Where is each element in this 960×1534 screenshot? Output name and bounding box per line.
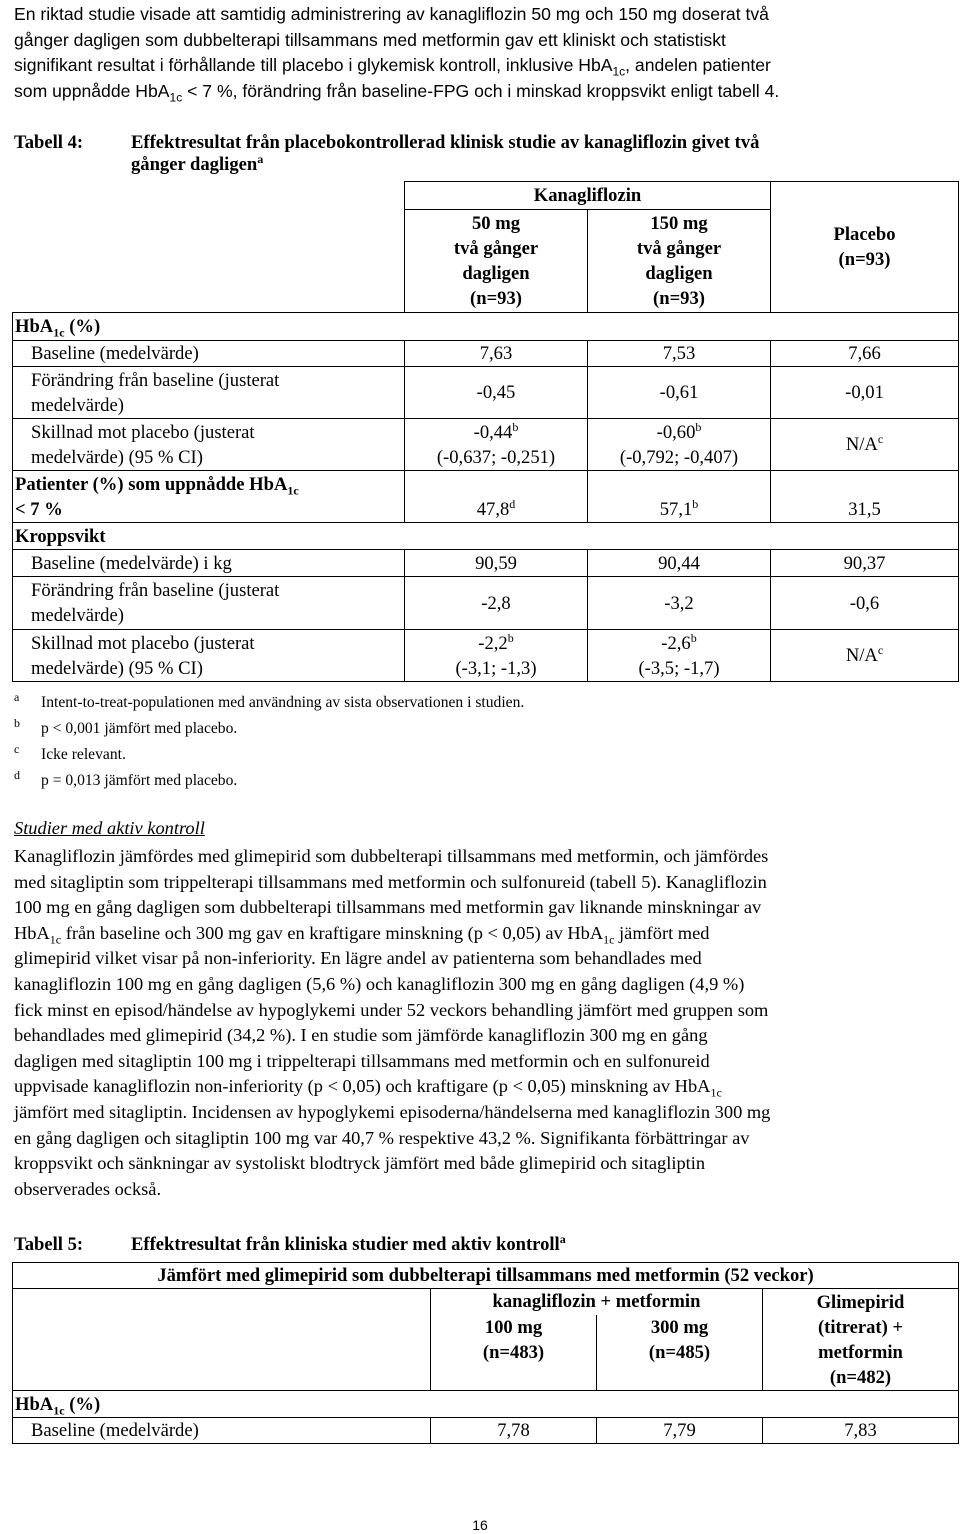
intro-line: som uppnådde HbA$_{1c}$ < 7 %, förändring från baseline-FPG och i minskad kroppsvikt enligt tabell 4. [14, 80, 780, 105]
document-page: En riktad studie visade att samtidig administrering av kanagliflozin 50 mg och 150 mg doserat två gånger dagligen som dubbelterapi tillsammans med metformin gav ett kliniskt och statistiskt signifikant resultat i förhållande till placebo i glykemisk kontroll, inklusive HbA$_{1c}$, andelen patienter som uppnådde HbA$_{1c}$ < 7 %, förändring från baseline-FPG och i minskad kroppsvikt enligt tabell 4. Tabell 4: Effektresultat från placebokontrollerad klinisk studie av kanagliflozin givet två gånger dagligen$^a$ Kanagliflozin Placebo (n=93) 50 mg två gånger dagligen (n=93) 150 mg två gånger dagligen (n=93) HbA$_{1c}$ (%) Baseline (medelvärde) 7,63 7,53 7,66 Förändring från baseline (justerat medelvärde) -0,45 -0,61 -0,01 Skillnad mot placebo (justerat medelvärde) (95 % CI) -0,44$^b$ (-0,637; -0,251) -0,60$^b$ (-0,792; -0,407) $N/A^c$ Patienter (%) som uppnådde HbA$_{1c}$ < 7 % 47,8$^d$ 57,1$^b$ 31,5 Kroppsvikt Baseline (medelvärde) i kg 90,59 90,44 90,37 Förändring från baseline (justerat medelvärde) -2,8 -3,2 -0,6 Skillnad mot placebo (justerat medelvärde) (95 % CI) -2,2$^b$ (-3,1; -1,3) -2,6$^b$ (-3,5; -1,7) $N/A^c$ a Intent-to-treat-populationen med användning av sista observationen i studien. b p < 0,001 jämfört med placebo. c Icke relevant. d p = 0,013 jämfört med placebo. Studier med aktiv kontroll Kanagliflozin jämfördes med glimepirid som dubbelterapi tillsammans med metformin, och jämfördes med sitagliptin som trippelterapi tillsammans med metformin och sulfonureid (tabell 5). Kanagliflozin 100 mg en gång dagligen som dubbelterapi tillsammans med metformin gav liknande minskningar av HbA$_{1c}$ från baseline och 300 mg gav en kraftigare minskning (p < 0,05) av HbA$_{1c}$ jämfört med glimepirid vilket visar på non-inferiority. En lägre andel av patienterna som behandlades med kanagliflozin 100 mg en gång dagligen (5,6 %) och kanagliflozin 300 mg en gång dagligen (4,9 %) fick minst en episod/händelse av hypoglykemi under 52 veckors behandling jämfört med gruppen som behandlades med glimepirid (34,2 %). I en studie som jämförde kanagliflozin 300 mg en gång dagligen med sitagliptin 100 mg i trippelterapi tillsammans med metformin och en sulfonureid uppvisade kanagliflozin non-inferiority (p < 0,05) och kraftigare (p < 0,05) minskning av HbA$_{1c}$ jämfört med sitagliptin. Incidensen av hypoglykemi episoderna/händelserna med kanagliflozin 300 mg en gång dagligen och sitagliptin 100 mg var 40,7 % respektive 43,2 %. Signifikanta förbättringar av kroppsvikt och sänkningar av systoliskt blodtryck jämfört med både glimepirid och sitagliptin observerades också. Tabell 5: Effektresultat från kliniska studier med aktiv kontroll$^a$ Jämfört med glimepirid som dubbelterapi tillsammans med metformin (52 veckor) kanagliflozin + metformin Glimepirid (titrerat) + metformin (n=482) 100 mg (n=483) 300 mg (n=485) HbA$_{1c}$ (%) Baseline (medelvärde) 7,78 7,79 7,83 16 [0, 0, 960, 1534]
cell: -0,45 [405, 367, 588, 419]
section-header-weight: Kroppsvikt [13, 523, 959, 550]
row-label: Patienter (%) som uppnådde HbA$_{1c}$ < 7 % [13, 471, 405, 523]
table-row [13, 1289, 959, 1315]
col-header-100mg: 100 mg (n=483) [431, 1315, 597, 1391]
row-label: Skillnad mot placebo (justerat medelvärde) (95 % CI) [13, 419, 405, 471]
cell: $N/A^c$ [771, 630, 959, 682]
table-row [13, 1391, 959, 1418]
cell: -0,01 [771, 367, 959, 419]
row-label: Förändring från baseline (justerat medelvärde) [13, 367, 405, 419]
cell: -2,6$^b$ (-3,5; -1,7) [588, 630, 771, 682]
section-header-hba1c: HbA$_{1c}$ (%) [13, 1391, 959, 1418]
table-row [13, 630, 959, 682]
cell: 7,53 [588, 341, 771, 367]
table-row [13, 419, 959, 471]
table-row [13, 471, 959, 523]
row-label: Förändring från baseline (justerat medelvärde) [13, 577, 405, 630]
cell: 47,8$^d$ [405, 471, 588, 523]
table5-label: Tabell 5: [14, 1234, 84, 1255]
intro-paragraph [14, 2, 946, 104]
table-row [13, 523, 959, 550]
section-header-hba1c: HbA$_{1c}$ (%) [13, 313, 959, 341]
table-row [13, 1418, 959, 1444]
cell: -2,8 [405, 577, 588, 630]
cell: -2,2$^b$ (-3,1; -1,3) [405, 630, 588, 682]
cell: 31,5 [771, 471, 959, 523]
col-header-placebo: Placebo (n=93) [771, 182, 959, 313]
table5 [12, 1262, 959, 1444]
row-label: Baseline (medelvärde) [13, 341, 405, 367]
cell: 90,37 [771, 550, 959, 577]
cell: -0,60$^b$ (-0,792; -0,407) [588, 419, 771, 471]
table-row [13, 550, 959, 577]
intro-line: gånger dagligen som dubbelterapi tillsammans med metformin gav ett kliniskt och statistiskt [14, 29, 726, 50]
table-row [13, 1263, 959, 1289]
row-label: Baseline (medelvärde) [13, 1418, 431, 1444]
table4-label: Tabell 4: [14, 132, 84, 153]
table-row [13, 182, 959, 210]
row-label: Skillnad mot placebo (justerat medelvärde) (95 % CI) [13, 630, 405, 682]
col-header-150mg: 150 mg två gånger dagligen (n=93) [588, 210, 771, 313]
row-label: Baseline (medelvärde) i kg [13, 550, 405, 577]
table-row [13, 577, 959, 630]
col-header-50mg: 50 mg två gånger dagligen (n=93) [405, 210, 588, 313]
cell: 7,83 [763, 1418, 959, 1444]
intro-line: signifikant resultat i förhållande till placebo i glykemisk kontroll, inklusive HbA$_{1c}$, andelen patienter [14, 55, 771, 79]
cell: -0,6 [771, 577, 959, 630]
table-row [13, 367, 959, 419]
group-header: kanagliflozin + metformin [431, 1289, 763, 1315]
table4 [12, 181, 959, 682]
cell: 7,78 [431, 1418, 597, 1444]
intro-line: En riktad studie visade att samtidig administrering av kanagliflozin 50 mg och 150 mg doserat två [14, 4, 769, 24]
table4-title: Effektresultat från placebokontrollerad klinisk studie av kanagliflozin givet två gånger dagligen$^a$ [131, 132, 760, 175]
cell: $N/A^c$ [771, 419, 959, 471]
col-header-glimepirid: Glimepirid (titrerat) + metformin (n=482) [763, 1289, 959, 1391]
cell: 90,44 [588, 550, 771, 577]
cell: 90,59 [405, 550, 588, 577]
cell: 7,66 [771, 341, 959, 367]
page-number: 16 [472, 1517, 488, 1533]
table5-title: Effektresultat från kliniska studier med aktiv kontroll$^a$ [131, 1231, 566, 1255]
active-paragraph: Kanagliflozin jämfördes med glimepirid som dubbelterapi tillsammans med metformin, och jämfördes med sitagliptin som trippelterapi tillsammans med metformin och sulfonureid (tabell 5). Kanagliflozin 100 mg en gång dagligen som dubbelterapi tillsammans med metformin gav liknande minskningar av HbA$_{1c}$ från baseline och 300 mg gav en kraftigare minskning (p < 0,05) av HbA$_{1c}$ jämfört med glimepirid vilket visar på non-inferiority. En lägre andel av patienterna som behandlades med kanagliflozin 100 mg en gång dagligen (5,6 %) och kanagliflozin 300 mg en gång dagligen (4,9 %) fick minst en episod/händelse av hypoglykemi under 52 veckors behandling jämfört med gruppen som behandlades med glimepirid (34,2 %). I en studie som jämförde kanagliflozin 300 mg en gång dagligen med sitagliptin 100 mg i trippelterapi tillsammans med metformin och en sulfonureid uppvisade kanagliflozin non-inferiority (p < 0,05) och kraftigare (p < 0,05) minskning av HbA$_{1c}$ jämfört med sitagliptin. Incidensen av hypoglykemi episoderna/händelserna med kanagliflozin 300 mg en gång dagligen och sitagliptin 100 mg var 40,7 % respektive 43,2 %. Signifikanta förbättringar av kroppsvikt och sänkningar av systoliskt blodtryck jämfört med både glimepirid och sitagliptin observerades också. [14, 846, 771, 1199]
empty-cell [13, 182, 405, 313]
table-row [13, 341, 959, 367]
cell: 7,79 [597, 1418, 763, 1444]
cell: 7,63 [405, 341, 588, 367]
table-row [13, 313, 959, 341]
empty-cell [13, 1289, 431, 1391]
col-header-300mg: 300 mg (n=485) [597, 1315, 763, 1391]
cell: -3,2 [588, 577, 771, 630]
cell: -0,61 [588, 367, 771, 419]
section-heading: Studier med aktiv kontroll [14, 818, 205, 838]
cell: 57,1$^b$ [588, 471, 771, 523]
span-header: Jämfört med glimepirid som dubbelterapi tillsammans med metformin (52 veckor) [13, 1263, 959, 1289]
cell: -0,44$^b$ (-0,637; -0,251) [405, 419, 588, 471]
group-header: Kanagliflozin [405, 182, 771, 210]
